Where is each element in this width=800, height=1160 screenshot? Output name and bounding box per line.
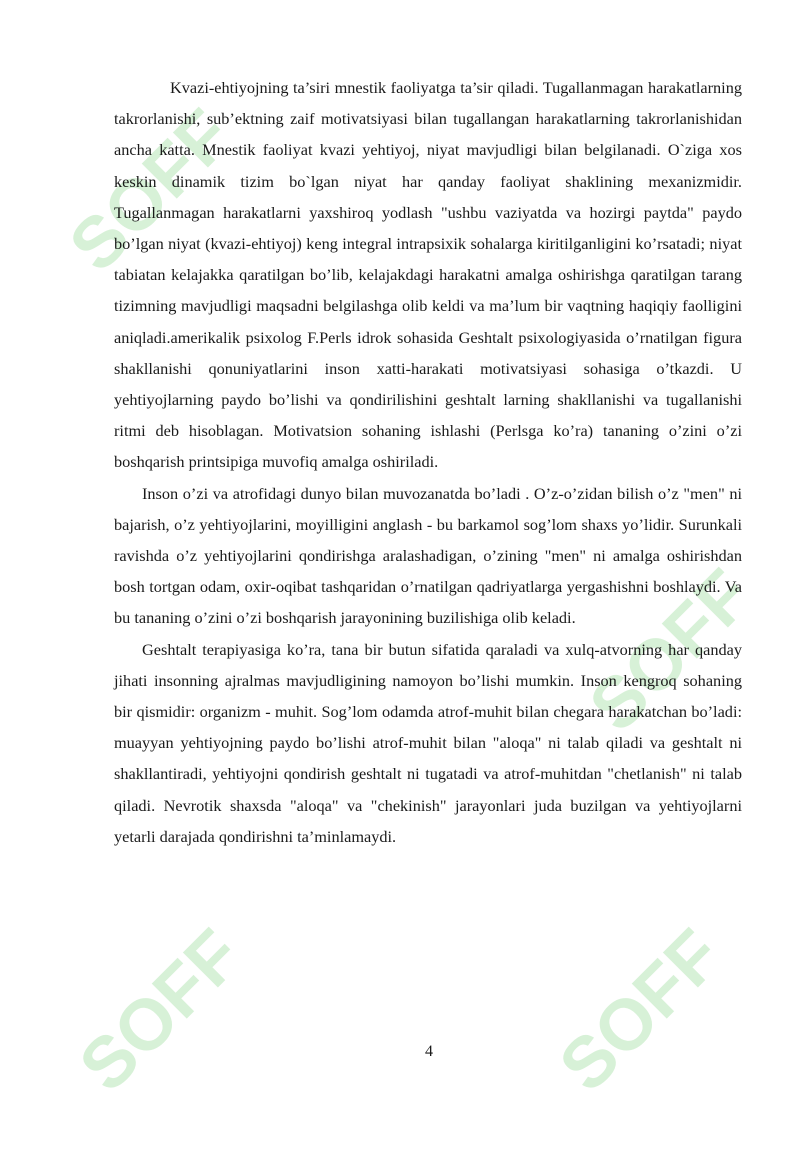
watermark-text: SOFF [544, 914, 737, 1107]
watermark-logo-bottom-left [10, 860, 310, 1160]
watermark-text: SOFF [64, 914, 257, 1107]
watermark-text: SOFF [54, 94, 247, 287]
paragraph-3: Geshtalt terapiyasiga ko’ra, tana bir butun sifatida qaraladi va xulq-atvorning har qanday jihati insonning ajralmas mavjudligining namoyon bo’lishi mumkin. Inson kengroq sohaning bir qismidir: organizm - muhit. Sog’lom odamda atrof-muhit bilan chegara harakatchan bo’ladi: muayyan yehtiyojning paydo bo’lishi atrof-muhit bilan "aloqa" ni talab qiladi va geshtalt ni shakllantiradi, yehtiyojni qondirish geshtalt ni tugatadi va atrof-muhitdan "chetlanish" ni talab qiladi. Nevrotik shaxsda "aloqa" va "chekinish" jarayonlari juda buzilgan va yehtiyojlarni yetarli darajada qondirishni ta’minlamaydi. [114, 639, 742, 846]
document-body [114, 72, 742, 852]
page-number: 4 [425, 1043, 433, 1060]
paragraph-2: Inson o’zi va atrofidagi dunyo bilan muvozanatda bo’ladi . O’z-o’zidan bilish o’z "men" ni bajarish, o’z yehtiyojlarini, moyilligini anglash - bu barkamol sog’lom shaxs yo’lidir. Surunkali ravishda o’z yehtiyojlarini qondirishga aralashadigan, o’zining "men" ni amalga oshirishdan bosh tortgan odam, oxir-oqibat tashqaridan o’rnatilgan qadriyatlarga yergashishni boshlaydi. Va bu tananing o’zini o’zi boshqarish jarayonining buzilishiga olib keladi. [114, 483, 742, 628]
paragraph-1: Kvazi-ehtiyojning ta’siri mnestik faoliyatga ta’sir qiladi. Tugallanmagan harakatlarning takrorlanishi, sub’ektning zaif motivatsiyasi bilan tugallangan harakatlarning takrorlanishidan ancha katta. Mnestik faoliyat kvazi yehtiyoj, niyat mavjudligi bilan belgilanadi. O`ziga xos keskin dinamik tizim bo`lgan niyat har qanday faoliyat shaklining mexanizmidir. Tugallanmagan harakatlarni yaxshiroq yodlash "ushbu vaziyatda va hozirgi paytda" paydo bo’lgan niyat (kvazi-ehtiyoj) keng integral intrapsixik sohalarga kiritilganligini ko’rsatadi; niyat tabiatan kelajakka qaratilgan bo’lib, kelajakdagi harakatni amalga oshirishga qaratilgan tarang tizimning mavjudligi maqsadni belgilashga olib keldi va ma’lum bir vaqtning haqiqiy faolligini aniqladi.amerikalik psixolog F.Perls idrok sohasida Geshtalt psixologiyasida o’rnatilgan figura shakllanishi qonuniyatlarini inson xatti-harakati motivatsiyasi sohasiga o’tkazdi. U yehtiyojlarning paydo bo’lishi va qondirilishini geshtalt larning shakllanishi va tugallanishi ritmi deb hisoblagan. Motivatsion sohaning ishlashi (Perlsga ko’ra) tananing o’zini o’zi boshqarish printsipiga muvofiq amalga oshiriladi. [114, 78, 742, 472]
watermark-logo-bottom-right [490, 860, 790, 1160]
watermark-text: SOFF [574, 554, 767, 747]
